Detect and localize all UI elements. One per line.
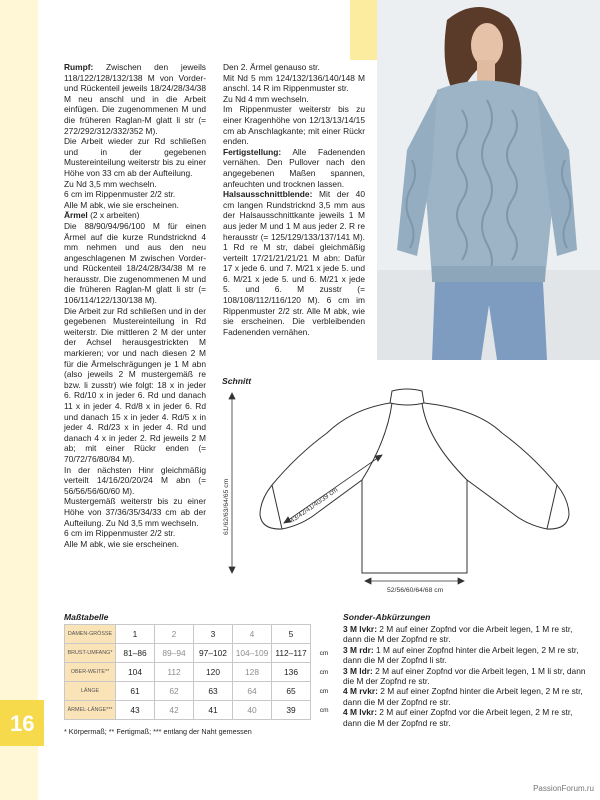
table-cell: 61 [116,682,155,701]
unit-cell: cm [319,668,329,676]
table-cell: 81–86 [116,644,155,663]
list-item: 4 M rvkr: 2 M auf einer Zopfnd hinter die Arbeit legen, 2 M re str, dann die M der Zopfnd re str. [343,686,583,707]
table-cell: 4 [233,625,272,644]
list-item: 3 M ldr: 2 M auf einer Zopfnd vor die Arbeit legen, 1 M li str, dann die M der Zopfnd re str. [343,665,586,687]
row-label: LÄNGE [65,682,116,701]
table-cell: 40 [233,701,272,720]
paragraph: Im Rippenmuster weiterstr bis zu einer Kragenhöhe von 12/13/13/14/15 cm ab Anschlagkante; mit einer Rückr enden. [223,104,365,147]
unit-cell: cm [319,649,329,657]
paragraph: Mit Nd 5 mm 124/132/136/140/148 M anschl. 14 R im Rippenmuster str. [223,72,365,94]
table-cell: 1 [116,625,155,644]
table-cell: 42 [155,701,194,720]
instructions-column-2 [223,62,365,337]
table-cell: 43 [116,701,155,720]
paragraph: Den 2. Ärmel genauso str. [223,62,320,72]
table-cell: 136 [272,663,311,682]
paragraph: Halsausschnittblende: Mit der 40 cm langen Rundstricknd 3,5 mm aus der Halsausschnittkante jeweils 1 M aus jeder M und 1 M aus jeder 2. R re herausstr (= 125/129/133/137/141 M). 1 Rd re M str, dabei gleichmäßig verteilt 17/21/21/21/21 M abn: Dafür 17 x jede 6. und 7. M/21 x jede 5. und 6. M/21 x jede 5. und 6. M/21 x jede 5. und 6. M zusstr (= 108/108/112/116/120 M). 6 cm im Rippenmuster 2/2 str. Alle M abk, wie sie erscheinen. Die verbleibenden Fadenenden vernähen. [223,189,365,337]
table-cell: 112 [155,663,194,682]
table-cell: 39 [272,701,311,720]
table-row [65,682,338,701]
table-cell: 2 [155,625,194,644]
table-cell: 128 [233,663,272,682]
row-label: DAMEN-GRÖSSE [65,625,116,644]
table-footnote: * Körpermaß; ** Fertigmaß; *** entlang der Naht gemessen [64,727,252,736]
table-cell: 89–94 [155,644,194,663]
table-cell: 104–109 [233,644,272,663]
unit-cell: cm [319,687,329,695]
page-number: 16 [10,711,35,736]
instructions-column-1 [64,62,206,549]
list-item: 3 M rdr: 1 M auf einer Zopfnd hinter die Arbeit legen, 2 M re str, dann die M der Zopfnd li str. [343,644,579,666]
table-row [65,644,338,663]
paragraph: Zu Nd 3,5 mm wechseln. [64,178,157,189]
pattern-schematic [222,385,592,594]
unit-cell [311,625,338,644]
unit-cell: cm [319,706,329,714]
sleeve-measure-label: 43/42/41/40/39 cm [289,486,340,525]
width-measure-label: 52/56/60/64/68 cm [387,587,444,594]
paragraph: Fertigstellung: Alle Fadenenden vernähen. Den Pullover nach den angegebenen Maßen spannen, anfeuchten und trocknen lassen. [223,146,365,189]
size-table-heading: Maßtabelle [64,612,109,622]
paragraph: Die 88/90/94/96/100 M für einen Ärmel auf die kurze Rundstricknd 4 mm nehmen und aus den neu angeschlagenen M zwischen Vorder- und Rückenteil 18/24/28/34/38 M re herausstr. Die zugenommenen M und die früheren Raglan-M glatt li str (= 106/114/122/130/138 M). [64,220,206,306]
watermark: PassionForum.ru [533,784,594,793]
model-photo-illustration [377,0,600,360]
table-cell: 65 [272,682,311,701]
abbreviations-heading: Sonder-Abkürzungen [343,612,431,622]
table-cell: 5 [272,625,311,644]
table-cell: 63 [194,682,233,701]
paragraph: Rumpf: Zwischen den jeweils 118/122/128/132/138 M von Vorder- und Rückenteil jeweils 18/24/28/34/38 M neu anschl und in die Arbeit einfügen. Die zugenommenen M und die früheren Raglan-M glatt li str (= 272/292/312/332/352 M). [64,62,206,136]
table-cell: 104 [116,663,155,682]
paragraph: Alle M abk, wie sie erscheinen. [64,538,179,549]
row-label: ÄRMEL-LÄNGE*** [65,701,116,720]
table-cell: 41 [194,701,233,720]
paragraph: 6 cm im Rippenmuster 2/2 str. [64,528,176,539]
schnitt-heading: Schnitt [222,376,252,386]
paragraph: Zu Nd 4 mm wechseln. [223,93,309,104]
table-cell: 97–102 [194,644,233,663]
paragraph: 6 cm im Rippenmuster 2/2 str. [64,189,176,200]
paragraph: Alle M abk, wie sie erscheinen. [64,199,179,210]
table-row [65,701,338,720]
table-cell: 62 [155,682,194,701]
list-item: 4 M lvkr: 2 M auf einer Zopfnd vor die Arbeit legen, 2 M re str, dann die M der Zopfnd re str. [343,707,573,728]
paragraph: Die Arbeit wieder zur Rd schließen und in der gegebenen Mustereinteilung weiterstr bis zu einer Höhe von 33 cm ab der Aufteilung. [64,136,206,178]
table-cell: 120 [194,663,233,682]
abbreviations-list [343,624,593,728]
length-measure-label: 61/62/63/64/65 cm [223,478,230,535]
size-table [64,624,338,720]
paragraph: Die Arbeit zur Rd schließen und in der gegebenen Mustereinteilung in Rd weiterstr. Die mittleren 2 M der unter der Achsel herausgestrickten M markieren; vor und nach diesen 2 M für die Ärmelschrägungen je 1 M abn (also jeweils 2 M mustergemäß re bzw. li zusstr) wie folgt: 18 x in jeder 6. Rd/10 x in jeder 6. Rd und danach 11 x in jeder 4. Rd/8 x in jeder 6. Rd und danach 15 x in jeder 4. Rd/5 x in jeder 4. Rd/23 x in jeder 4. Rd und danach 4 x in jeder 2. Rd jeweils 2 M ab; mit einer Rückr enden (= 70/72/76/80/84 M). [64,305,206,464]
page-number-badge [0,700,44,746]
table-cell: 112–117 [272,644,311,663]
table-cell: 64 [233,682,272,701]
paragraph: In der nächsten Hinr gleichmäßig verteilt 14/16/20/20/24 M abn (= 56/56/56/60/60 M). [64,464,206,496]
table-row [65,625,338,644]
model-photo [377,0,600,360]
section-heading: Ärmel (2 x arbeiten) [64,210,140,221]
row-label: BRUST-UMFANG* [65,644,116,663]
list-item: 3 M lvkr: 2 M auf einer Zopfnd vor die Arbeit legen, 1 M re str, dann die M der Zopfnd re str. [343,624,573,645]
table-row [65,663,338,682]
row-label: OBER-WEITE** [65,663,116,682]
paragraph: Mustergemäß weiterstr bis zu einer Höhe von 37/36/35/34/33 cm ab der Aufteilung. Zu Nd 3,5 mm wechseln. [64,496,206,528]
table-cell: 3 [194,625,233,644]
